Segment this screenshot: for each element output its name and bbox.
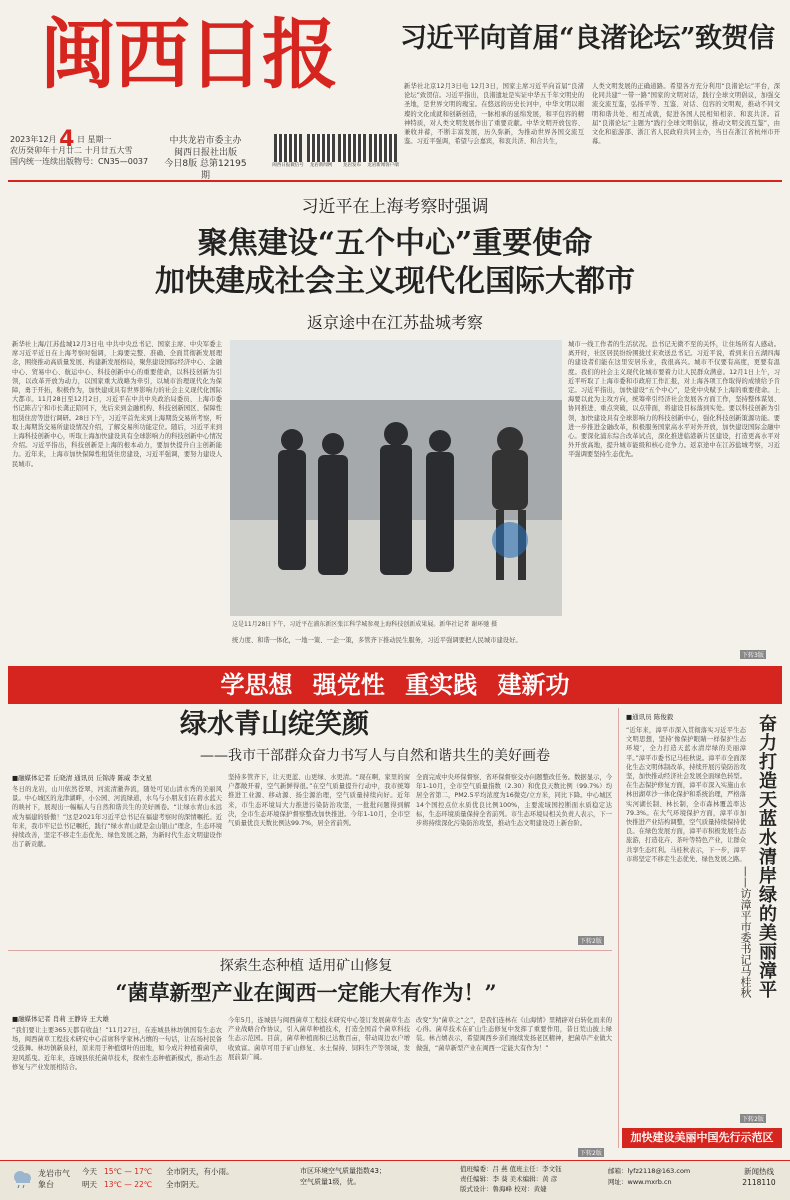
- side-vertical-sub: ——访漳平市委书记马桂秋: [739, 866, 752, 998]
- masthead-title: 闽西日报: [40, 10, 336, 99]
- news-photo[interactable]: [230, 340, 562, 616]
- qr-caption: 龙岩发布: [343, 163, 361, 168]
- photo-scene-icon: [230, 340, 562, 616]
- jump-label[interactable]: 下转2版: [580, 1150, 602, 1157]
- editor-line: 责任编辑：李 葵 美术编辑：黄 彦: [460, 1175, 558, 1183]
- date-day: 4: [59, 127, 75, 152]
- hotline-label: 新闻热线: [744, 1167, 774, 1176]
- contact-email[interactable]: 邮箱：lyfz2118@163.com: [608, 1167, 691, 1175]
- mine-kicker: 探索生态种植 适用矿山修复: [219, 958, 393, 974]
- publisher-line: 闽西日报社出版: [173, 147, 237, 158]
- lead-headline[interactable]: 习近平向首届“良渚论坛”致贺信: [400, 23, 775, 54]
- mine-body-col1: “我们要让主要365天都有收益！”11月27日，在连城县林坊镇国有生态农场，闽西菌草工程技术研究中心首席科学家林占熺的一句话，让在场村民备受鼓舞。林坊镇新泉村，原来用于种植烟叶的田地，如今成片种植着菌草，迎风摇曳。近年来，连城县依托菌草技术，探索生态种植新模式，推动生态修复与产业发展相结合。: [12, 1027, 222, 1071]
- jump-label[interactable]: 下转2版: [580, 938, 602, 945]
- lead-body-col2: 人类文明发展的正确道路。希望各方充分利用“良渚论坛”平台，深化同共建“一带一路”国家的文明对话，践行全球文明倡议，加强交流交流互鉴，弘扬平等、互鉴、对话、包容的文明观，推动不同文明和谐共处、相互成就，促进各国人民相知相亲、和衷共济。首届“良渚论坛”主题为“践行全球文明倡议，推动文明交流互鉴”，由文化和旅游部、浙江省人民政府共同主办，当日在浙江省杭州市开幕。: [592, 83, 780, 146]
- weather-title: 龙岩市气象台: [38, 1169, 70, 1189]
- xi-headline-1[interactable]: 聚焦建设“五个中心”重要使命: [197, 226, 593, 261]
- editor-line: 版式设计：鲁海峰 校对：黄婕: [460, 1185, 547, 1193]
- hotline-number[interactable]: 2118110: [742, 1178, 776, 1187]
- mine-byline: ■融媒体记者 肖莉 王静诗 王大雄: [12, 1015, 109, 1023]
- section-divider: [8, 950, 612, 951]
- cn-number: 国内统一连续出版物号：CN35—0037: [10, 157, 149, 166]
- mine-body-col3: 改变“为”菌草之“之”，是我们连林在《山海情》里精辟对白转化而来的心得。菌草技术在矿山生态修复中发挥了重要作用，昔日荒山披上绿装。林占熺表示，希望闽西乡亲们继续发扬老区精神，把菌草产业做大做强，“菌草新型产业在闽西一定能大有作为！”: [416, 1017, 612, 1052]
- lunar-date: 农历癸卯年十月廿二 十月廿五大雪: [10, 146, 133, 155]
- contact-website[interactable]: 网址：www.mxrb.cn: [608, 1178, 672, 1186]
- masthead-divider: [8, 180, 782, 182]
- green-body-col3: 全面完成中央环保督察、省环保督察交办问题整改任务。数据显示，今年1-10月，全市空气质量指数（2.30）和优良天数比例（99.7%）均居全省第二，PM2.5平均浓度为16微克/立方米，同比下降。中心城区14个国控点位水质优良比例100%，主要流域国控断面水质稳定达标，生态环境质量保持全省前列。市生态环境局相关负责人表示，下一步将持续深化污染防治攻坚，推动生态文明建设迈上新台阶。: [416, 774, 612, 828]
- editor-line: 值班编委：吕 燕 值班主任：李文钰: [460, 1165, 562, 1173]
- side-byline: ■通讯员 陈俊毅: [626, 713, 674, 721]
- mine-body-col2: 今年5月，连城县与闽西菌草工程技术研究中心签订发展菌草生态产业战略合作协议，引入菌草种植技术，打造全国首个菌草科技生态示范园。目前，菌草种植面积已达数百亩，带动周边农户增收致富。菌草可用于矿山修复、水土保持、饲料生产等领域，发展前景广阔。: [228, 1017, 410, 1061]
- side-vertical-title[interactable]: 奋力打造天蓝水清岸绿的美丽漳平: [756, 714, 777, 999]
- column-divider: [618, 708, 619, 1148]
- weather-tomorrow-label: 明天: [82, 1180, 97, 1189]
- xi-body-left: 新华社上海/江苏盐城12月3日电 中共中央总书记、国家主席、中央军委主席习近平近日在上海考察时强调，上海要完整、准确、全面贯彻新发展理念，围绕推动高质量发展、构建新发展格局，聚焦建设国际经济中心、金融中心、贸易中心、航运中心、科技创新中心的重要使命，以科技创新为引领，以改革开放为动力，以国家重大战略为牵引，以城市治理现代化为保障，勇于开拓，积极作为，加快建成具有世界影响力的社会主义现代化国际大都市。11月28日至12月2日，习近平在中共中央政治局委员、上海市委书记陈吉宁和市长龚正陪同下，先后来到金融机构、科技创新园区、保障性租赁住房等进行调研。28日下午，习近平首先来到上海期货交易所考察，听取上海期货交易所建设情况介绍，了解交易所功能定位。随后，习近平来到上海科技创新中心，听取上海加快建设具有全球影响力的科技创新中心情况介绍。习近平指出，科技创新是上海的根本动力，要加快提升自主创新能力。近年来，上海市加快保障性租赁住房建设，习近平强调，要努力建设人民城市。: [12, 341, 222, 468]
- campaign-banner: 学思想 强党性 重实践 建新功: [8, 666, 782, 704]
- air-quality: 市区环境空气质量指数43；: [300, 1167, 386, 1175]
- green-body-col1: 冬日的龙岩，山川依然苍翠，河流清澈奔流，随处可见山清水秀的美丽风景。中心城区的龙津湖畔，小公园、河流绿道，水鸟与小朋友们在碧水蓝天的映衬下，展现出一幅幅人与自然和谐共生的美好画卷。“让绿水青山永远成为福建的骄傲！”这是2021年习近平总书记在福建考察时的深情嘱托。近年来，我市牢记总书记嘱托，践行“绿水青山就是金山银山”理念，生态环境持续改善，坚定不移走生态优先、绿色发展之路，为新时代生态文明建设作出了新贡献。: [12, 786, 222, 849]
- qr-code-icon[interactable]: [369, 134, 397, 162]
- side-banner: 加快建设美丽中国先行示范区: [622, 1128, 782, 1148]
- green-body-col2: 坚持多管齐下，让天更蓝、山更绿、水更清。“现在啊，家里的窗户都敞开着，空气新鲜得很。”在空气质量提升行动中，我市统筹推进工业源、移动源、扬尘源治理，空气质量持续向好。近年来，市生态环境局大力推进污染防治攻坚，一批批问题得到解决，全市生态环境保护督察整改加快推进。今年1-10月，全市空气质量优良天数比例达99.7%，居全省前列。: [228, 774, 410, 828]
- air-quality: 空气质量1级，优。: [300, 1178, 361, 1186]
- xi-headline-2[interactable]: 加快建成社会主义现代化国际大都市: [155, 264, 635, 299]
- green-headline[interactable]: 绿水青山绽笑颜: [180, 709, 369, 740]
- xi-body-bottom: 统力度、和谐一体化，一地一策、一企一策，多管齐下推动民生服务，习近平强调要把人民城市建设好。: [232, 637, 522, 644]
- publisher-line: 中共龙岩市委主办: [169, 136, 242, 146]
- xi-body-right: 城市一线工作者的生活状况。总书记无微不至的关怀，让住场所有人感动。离开时，社区居民纷纷围拢过来欢送总书记。习近平说，看到来自五湖四海的建设者们能在这里安居乐业，我很高兴。城市不仅要有高度，更要有温度。我们的社会主义现代化城市要着力让人民群众满意。12月1日上午，习近平听取了上海市委和市政府工作汇报，对上海各项工作取得的成绩给予肯定。习近平指出，加快建设“五个中心”，是党中央赋予上海的重要使命。上海要以此为主攻方向，统筹牵引经济社会发展各方面工作，坚持整体谋划、协同推进、重点突破，以点带面，将建设目标落到实处。要以科技创新为引领，加快建设具有全球影响力的科技创新中心，强化科技创新策源功能。要进一步推进金融改革，积极服务国家高水平对外开放，加快建设国际金融中心。要深化浦东综合改革试点，深化推进临港新片区建设，打造更高水平对外开放高地，提升城市能级和核心竞争力。返京途中在江苏盐城考察，习近平强调要坚持生态优先。: [568, 341, 780, 459]
- weather-cloud-icon: [10, 1166, 34, 1190]
- qr-caption: 龙岩新闻网: [309, 163, 333, 168]
- weather-today-label: 今天: [82, 1167, 97, 1176]
- date-weekday: 日 星期一: [76, 135, 112, 144]
- jump-label[interactable]: 下转3版: [742, 652, 764, 659]
- photo-caption: 这是11月28日下午，习近平在浦东新区张江科学城参观上海科技创新成果展。新华社记者 谢环驰 摄: [232, 621, 498, 628]
- weather-tomorrow-temp: 13℃ — 22℃: [104, 1180, 153, 1189]
- green-subhead: ——我市干部群众奋力书写人与自然和谐共生的美好画卷: [200, 748, 550, 764]
- weather-today-desc: 全市阴天，有小雨。: [166, 1167, 234, 1176]
- qr-code-icon[interactable]: [338, 134, 366, 162]
- lead-body-col1: 新华社北京12月3日电 12月3日，国家主席习近平向首届“良渚论坛”致贺信。习近平指出，良渚遗址是实证中华五千年文明史的圣地，是世界文明的瑰宝。在悠远的历史长河中，中华文明以璀璨的文化成就和创新创造，一脉相承的延绵发展，和平包容的精神特质，对人类文明发展作出了重要贡献。中华文明开放包容、兼收并蓄，不断丰富发展，历久弥新，为推动世界各国交流互鉴。习近平强调，希望与会嘉宾，和衷共济、和合共生，: [404, 83, 584, 146]
- side-body: “近年来，漳平市深入贯彻落实习近平生态文明思想，坚持‘像保护眼睛一样保护生态环境’，全力打造天蓝水清岸绿的美丽漳平。”漳平市委书记马桂秋说。漳平市全面深化生态文明体制改革，持续开展污染防治攻坚，加快推动经济社会发展全面绿色转型。在生态保护修复方面，漳平市深入实施山水林田湖草沙一体化保护和系统治理，严格落实河湖长制、林长制，全市森林覆盖率达79.3%。在大气环境保护方面，漳平市加快推进产业结构调整，空气质量持续保持优良。在绿色发展方面，漳平市积极发展生态旅游，打造花卉、茶叶等特色产业，让群众共享生态红利。马桂秋表示，下一步，漳平市将坚定不移走生态优先、绿色发展之路。: [626, 727, 746, 863]
- weather-today-temp: 15℃ — 17℃: [104, 1167, 153, 1176]
- jump-label[interactable]: 下转2版: [742, 1116, 764, 1123]
- qr-code-icon[interactable]: [307, 134, 335, 162]
- qr-caption: 龙岩新闻客户端: [367, 163, 399, 168]
- mine-headline[interactable]: “菌草新型产业在闽西一定能大有作为！”: [115, 980, 497, 1005]
- date-year-month: 2023年12月: [10, 135, 57, 144]
- xi-subhead: 返京途中在江苏盐城考察: [306, 313, 483, 332]
- xi-kicker: 习近平在上海考察时强调: [301, 197, 489, 217]
- green-byline: ■融媒体记者 丘晓清 通讯员 丘锦涛 陈威 李文星: [12, 774, 152, 782]
- publisher-line: 今日8版 总第12195期: [164, 159, 247, 181]
- qr-caption: 闽西日报微信号: [272, 163, 304, 168]
- qr-code-icon[interactable]: [274, 134, 302, 162]
- weather-tomorrow-desc: 全市阴天。: [166, 1180, 204, 1189]
- publisher-info: [163, 136, 248, 182]
- date-block: [10, 127, 158, 167]
